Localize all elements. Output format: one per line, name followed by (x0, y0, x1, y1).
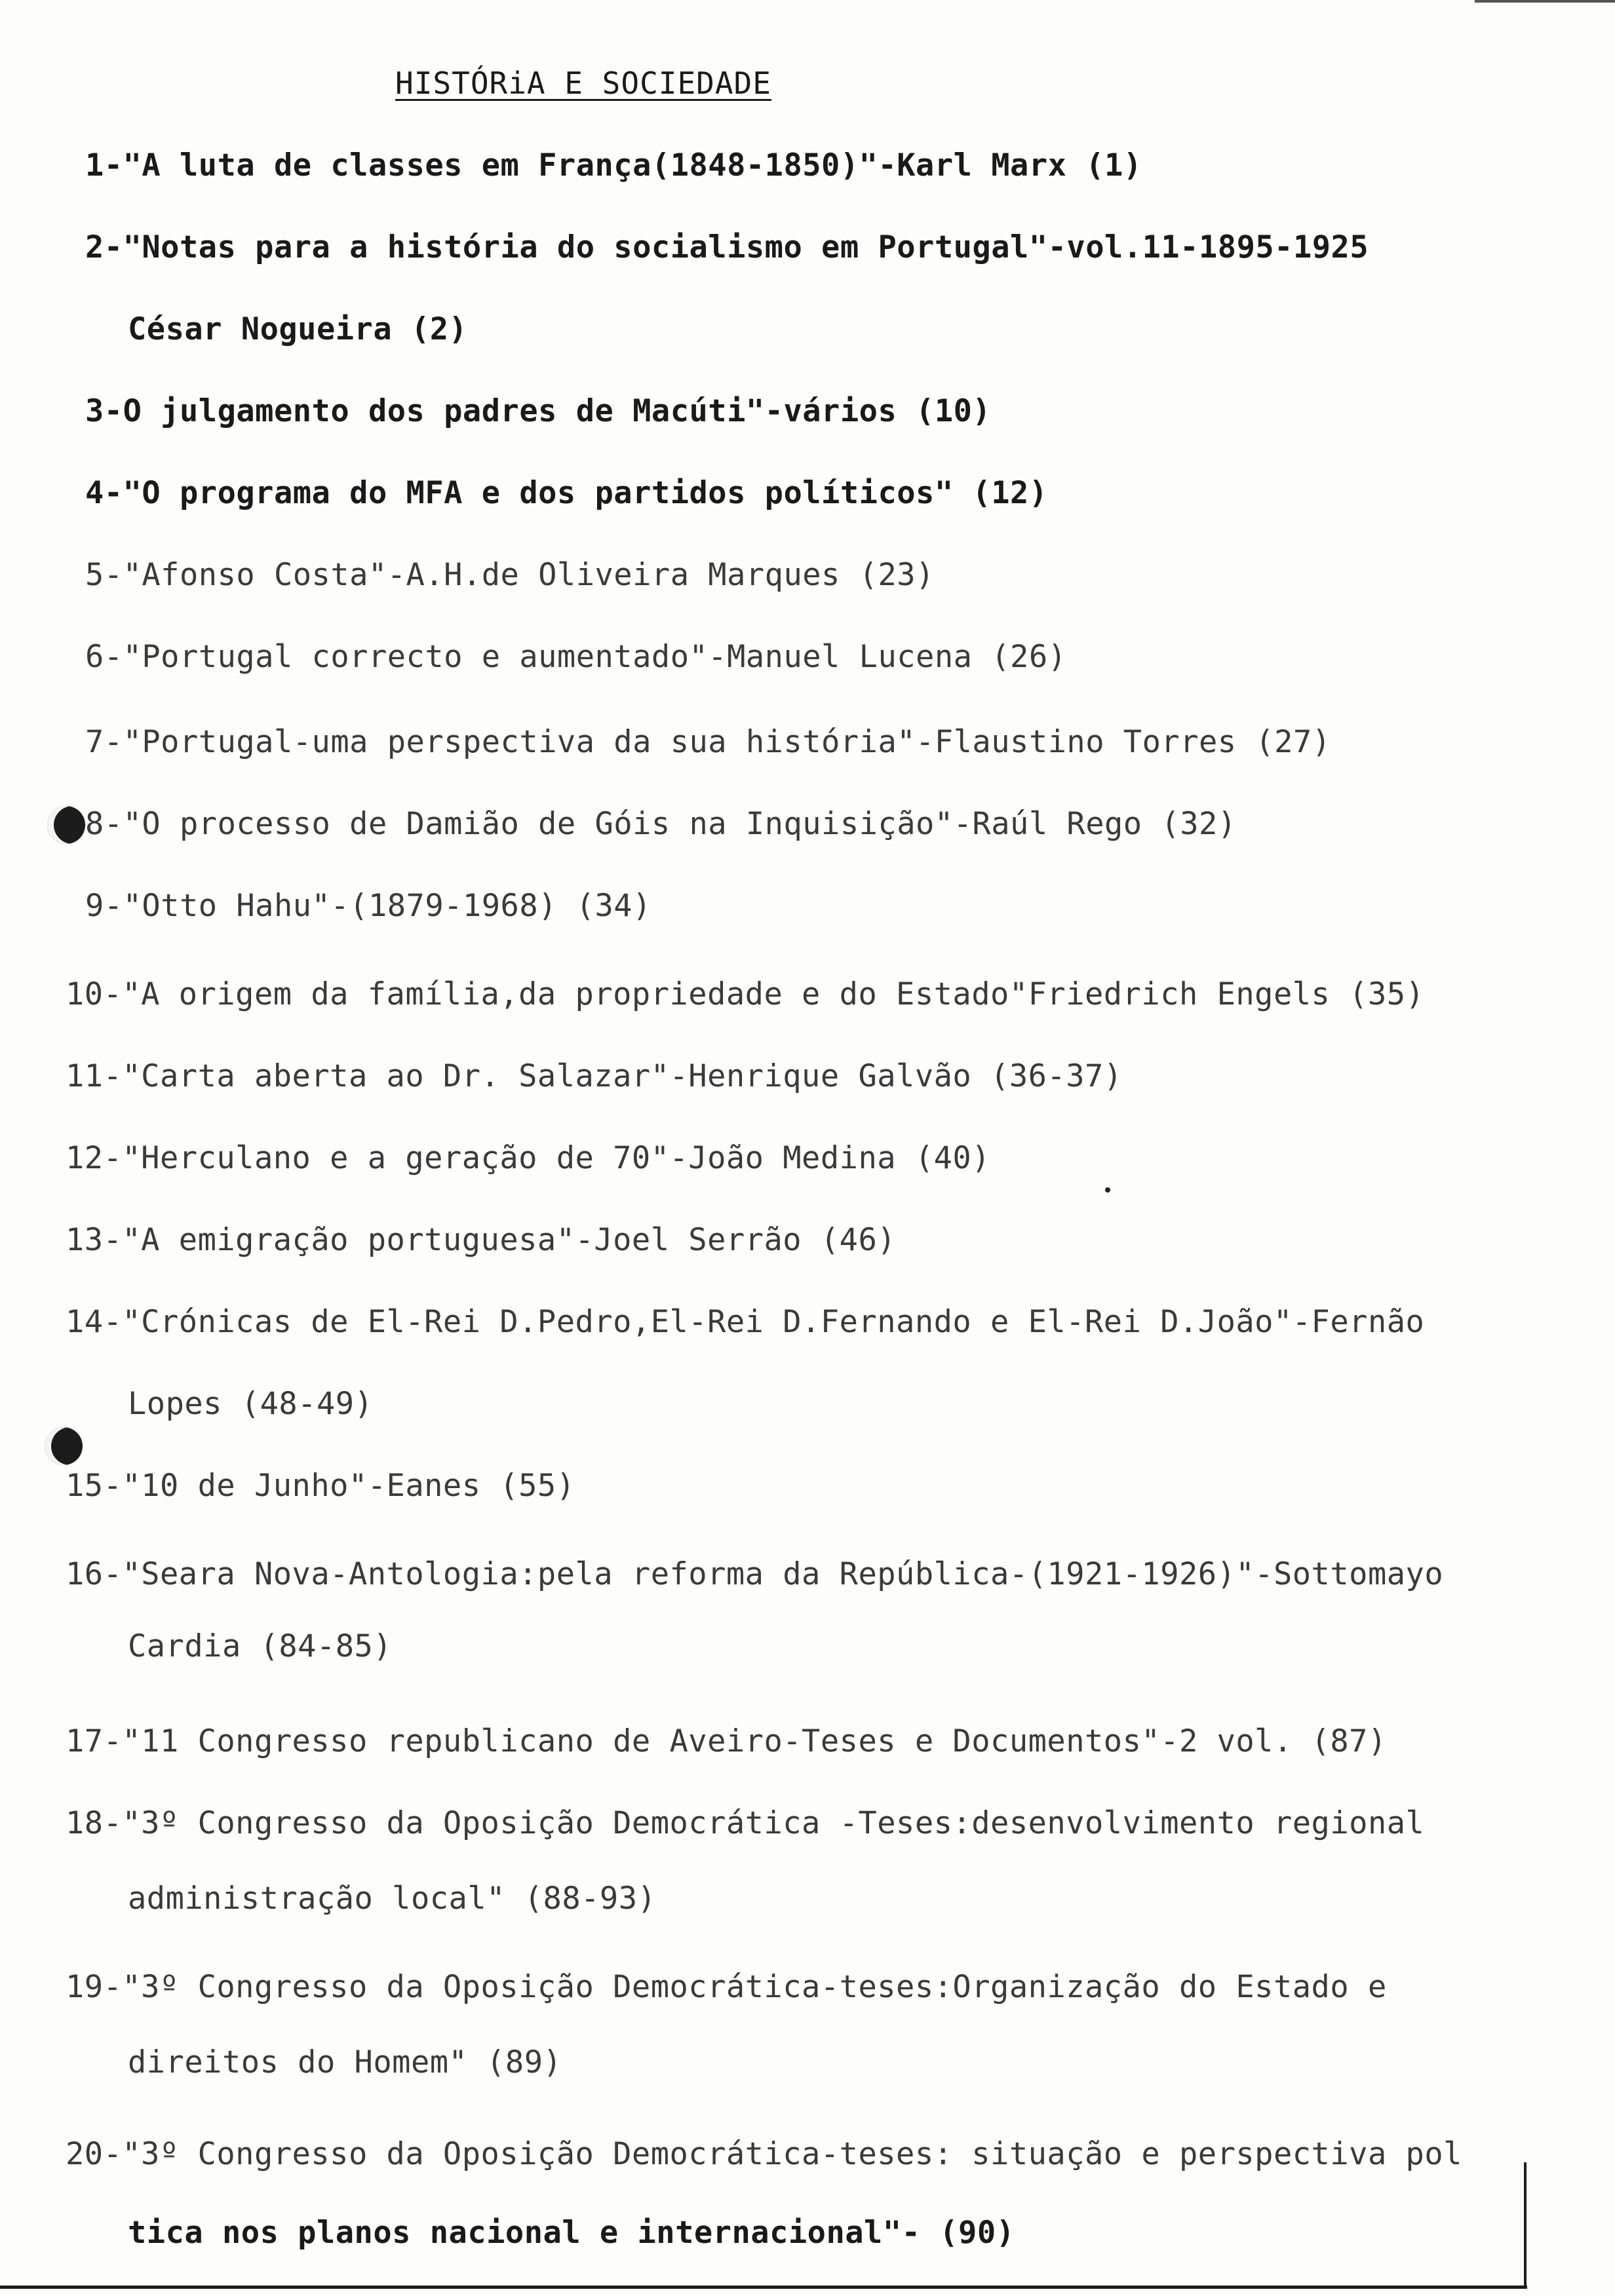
entry-8: 8-"O processo de Damião de Góis na Inquisição"-Raúl Rego (32) (85, 806, 1237, 842)
document-title: HISTÓRiA E SOCIEDADE (395, 66, 771, 101)
entry-19-continuation: direitos do Homem" (89) (128, 2044, 562, 2080)
entry-3: 3-O julgamento dos padres de Macúti"-vários (10) (85, 393, 992, 429)
entry-18-continuation: administração local" (88-93) (128, 1881, 657, 1917)
entry-11: 11-"Carta aberta ao Dr. Salazar"-Henrique Galvão (36-37) (66, 1058, 1123, 1094)
entry-2: 2-"Notas para a história do socialismo em Portugal"-vol.11-1895-1925 (85, 229, 1369, 265)
entry-2-continuation: César Nogueira (2) (128, 311, 468, 347)
entry-1: 1-"A luta de classes em França(1848-1850)"-Karl Marx (1) (85, 147, 1142, 183)
entry-10: 10-"A origem da família,da propriedade e do Estado"Friedrich Engels (35) (66, 976, 1425, 1012)
entry-19: 19-"3º Congresso da Oposição Democrática-teses:Organização do Estado e (66, 1969, 1387, 2005)
entry-15: 15-"10 de Junho"-Eanes (55) (66, 1468, 575, 1504)
entry-16: 16-"Seara Nova-Antologia:pela reforma da República-(1921-1926)"-Sottomayo (66, 1556, 1444, 1592)
scan-edge-bottom (0, 2286, 1527, 2289)
entry-20: 20-"3º Congresso da Oposição Democrática-teses: situação e perspectiva pol (66, 2136, 1462, 2172)
entry-17: 17-"11 Congresso republicano de Aveiro-Teses e Documentos"-2 vol. (87) (66, 1723, 1387, 1759)
entry-4: 4-"O programa do MFA e dos partidos políticos" (12) (85, 475, 1048, 511)
entry-14-continuation: Lopes (48-49) (128, 1386, 374, 1422)
scan-edge-mark (1475, 0, 1615, 3)
entry-6: 6-"Portugal correcto e aumentado"-Manuel Lucena (26) (85, 639, 1067, 675)
entry-16-continuation: Cardia (84-85) (128, 1628, 393, 1664)
scan-edge-right (1524, 2162, 1527, 2287)
entry-9: 9-"Otto Hahu"-(1879-1968) (34) (85, 888, 652, 924)
punch-hole-bottom (45, 1427, 83, 1465)
entry-14: 14-"Crónicas de El-Rei D.Pedro,El-Rei D.Fernando e El-Rei D.João"-Fernão (66, 1304, 1425, 1340)
entry-18: 18-"3º Congresso da Oposição Democrática -Teses:desenvolvimento regional (66, 1805, 1425, 1841)
entry-5: 5-"Afonso Costa"-A.H.de Oliveira Marques (23) (85, 557, 935, 593)
entry-7: 7-"Portugal-uma perspectiva da sua história"-Flaustino Torres (27) (85, 724, 1331, 760)
entry-20-continuation: tica nos planos nacional e internacional"- (90) (128, 2215, 1015, 2251)
entry-12: 12-"Herculano e a geração de 70"-João Medina (40) (66, 1140, 991, 1176)
punch-hole-top (47, 806, 85, 844)
entry-13: 13-"A emigração portuguesa"-Joel Serrão (46) (66, 1222, 897, 1258)
ink-speck (1105, 1187, 1110, 1193)
